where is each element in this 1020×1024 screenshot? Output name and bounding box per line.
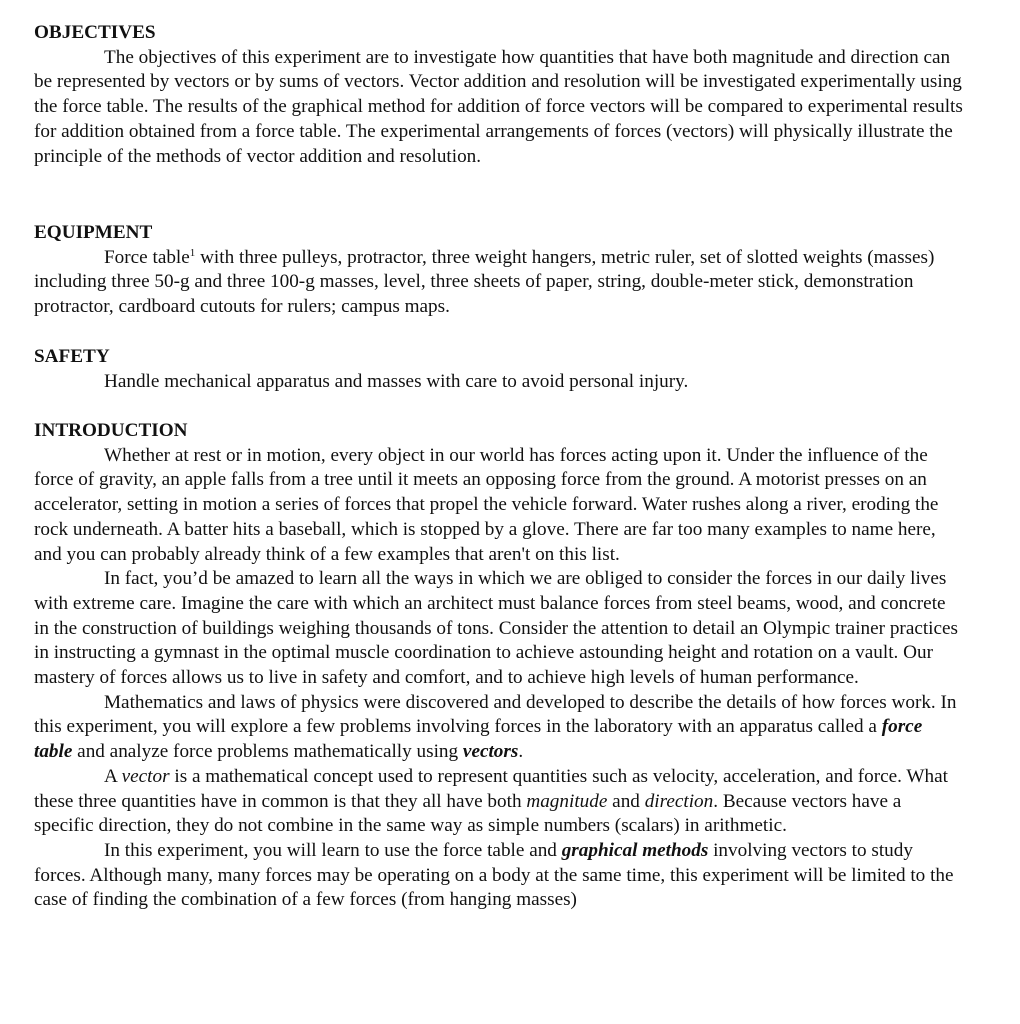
equipment-lead: Force table: [104, 246, 190, 268]
text-run: A: [104, 765, 122, 787]
objectives-section: [34, 21, 964, 169]
footnote-marker: 1: [189, 246, 196, 259]
equipment-paragraph: [34, 246, 964, 320]
text-run: and analyze force problems mathematically using: [72, 741, 463, 763]
text-run: is a mathematical concept used to represent quantities such as velocity, acceleration, and force. What these three quantities have in common is that they all have both: [34, 765, 948, 812]
equipment-heading: EQUIPMENT: [34, 222, 153, 243]
intro-paragraph-5: [34, 839, 964, 913]
safety-heading: SAFETY: [34, 346, 110, 367]
text-run: . Because vectors have a specific direction, they do not combine in the same way as simple numbers (scalars) in arithmetic.: [34, 790, 902, 837]
term-vectors: vectors: [462, 741, 519, 763]
intro-paragraph-4: [34, 765, 964, 839]
term-graphical-methods: graphical methods: [561, 839, 709, 861]
term-direction: direction: [644, 790, 714, 812]
text-run: .: [518, 741, 524, 763]
text-run: Mathematics and laws of physics were discovered and developed to describe the details of how forces work. In this experiment, you will explore a few problems involving forces in the laboratory with an apparatus called a: [34, 691, 957, 738]
term-magnitude: magnitude: [526, 790, 608, 812]
term-force-table: force table: [34, 716, 923, 763]
intro-paragraph-2: In fact, you’d be amazed to learn all the ways in which we are obliged to consider the forces in our daily lives with extreme care. Imagine the care with which an architect must balance forces from steel beams, wood, and concrete in the construction of buildings weighing thousands of tons. Consider the attention to detail an Olympic trainer practices in instructing a gymnast in the optimal muscle coordination to achieve astounding height and rotation on a vault. Our mastery of forces allows us to live in safety and comfort, and to achieve high levels of human performance.: [34, 568, 959, 689]
objectives-heading: OBJECTIVES: [34, 22, 156, 43]
intro-paragraph-3: [34, 691, 964, 765]
term-vector: vector: [121, 765, 170, 787]
objectives-paragraph: The objectives of this experiment are to investigate how quantities that have both magnitude and direction can be represented by vectors or by sums of vectors. Vector addition and resolution will be investigated experimentally using the force table. The results of the graphical method for addition of force vectors will be compared to experimental results for addition obtained from a force table. The experimental arrangements of forces (vectors) will physically illustrate the principle of the methods of vector addition and resolution.: [34, 46, 963, 167]
text-run: and: [607, 790, 645, 812]
intro-paragraph-1: Whether at rest or in motion, every object in our world has forces acting upon it. Under the influence of the force of gravity, an apple falls from a tree until it meets an opposing force from the ground. A motorist presses on an accelerator, setting in motion a series of forces that propel the vehicle forward. Water rushes along a river, eroding the rock underneath. A batter hits a baseball, which is stopped by a glove. There are far too many examples to name here, and you can probably already think of a few examples that aren't on this list.: [34, 444, 939, 565]
equipment-section: [34, 221, 964, 320]
text-run: In this experiment, you will learn to use the force table and: [104, 839, 562, 861]
introduction-heading: INTRODUCTION: [34, 420, 188, 441]
equipment-text: with three pulleys, protractor, three weight hangers, metric ruler, set of slotted weights (masses) including three 50-g and three 100-g masses, level, three sheets of paper, string, double-meter stick, demonstration protractor, cardboard cutouts for rulers; campus maps.: [34, 246, 935, 318]
text-run: involving vectors to study forces. Although many, many forces may be operating on a body at the same time, this experiment will be limited to the case of finding the combination of a few forces (from hanging masses): [34, 839, 954, 911]
introduction-section: [34, 419, 964, 913]
safety-section: [34, 345, 964, 394]
safety-paragraph: Handle mechanical apparatus and masses with care to avoid personal injury.: [104, 370, 689, 392]
